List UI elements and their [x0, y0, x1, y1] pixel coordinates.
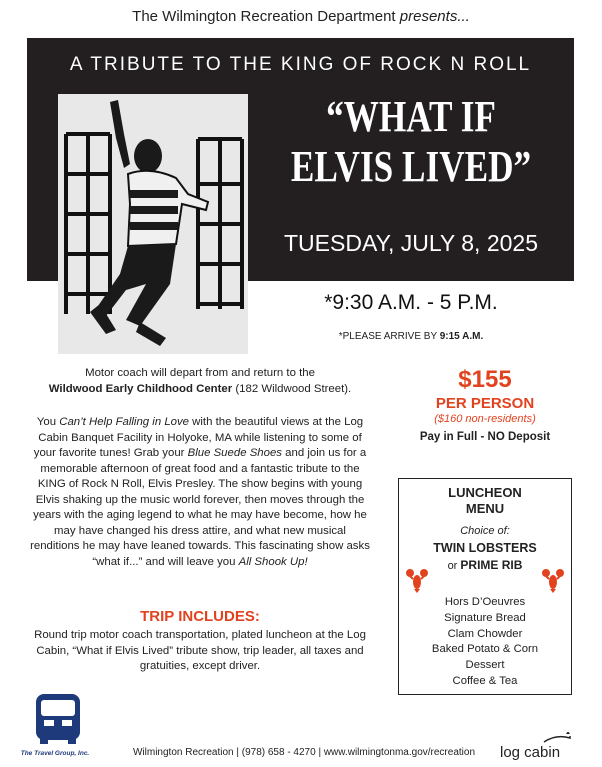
trip-includes-heading: TRIP INCLUDES:: [140, 608, 260, 625]
departure-venue: Wildwood Early Childhood Center: [48, 382, 233, 395]
log-cabin-logo-text: log cabin: [500, 744, 561, 761]
menu-option-lobster: TWIN LOBSTERS: [433, 541, 537, 555]
menu-item: Coffee & Tea: [452, 674, 518, 687]
event-time: *9:30 A.M. - 5 P.M.: [324, 291, 498, 314]
menu-title-line-1: LUNCHEON: [448, 485, 522, 500]
desc-part-3: and join us for a memorable afternoon of great food and a fantastic tribute to the KING of Rock N Roll, Elvis Presley. The show begins with young Elvis shaking up the music world forever, then moves through the years with the aging legend to what he may have become, how he may have changed his dress attire, and what new musical renditions he may have leaned towards. This fascinating show asks “what if...” and will leave you: [30, 447, 370, 568]
event-description: [30, 415, 370, 570]
payment-terms: Pay in Full - NO Deposit: [419, 431, 551, 443]
song-title-1: Can’t Help Falling in Love: [59, 416, 190, 428]
song-title-3: All Shook Up!: [238, 555, 308, 568]
tribute-heading: A TRIBUTE TO THE KING OF ROCK N ROLL: [69, 54, 532, 75]
log-cabin-logo: [500, 732, 580, 762]
price: $155: [458, 366, 512, 393]
event-title: [281, 92, 542, 192]
lobster-icon: [540, 567, 566, 593]
menu-items: [398, 595, 572, 690]
title-line-1: “WHAT IF: [326, 92, 496, 141]
arrival-time: 9:15 A.M.: [439, 331, 484, 342]
menu-item: Hors D’Oeuvres: [444, 596, 526, 608]
trip-includes-text: Round trip motor coach transportation, plated luncheon at the Log Cabin, “What if Elvis Lived” tribute show, trip leader, all taxes and gratuities, except driver.: [34, 629, 366, 672]
event-date: TUESDAY, JULY 8, 2025: [284, 230, 538, 256]
menu-option-prime-rib: PRIME RIB: [460, 558, 523, 572]
song-title-2: Blue Suede Shoes: [187, 447, 282, 459]
menu-or: or: [447, 560, 461, 572]
departure-address: (182 Wildwood Street).: [232, 382, 352, 395]
presenter-line: [0, 8, 602, 25]
travel-group-name: The Travel Group, Inc.: [20, 750, 90, 757]
presenter-name: The Wilmington Recreation Department: [132, 8, 396, 25]
footer-contact: Wilmington Recreation | (978) 658 - 4270 | www.wilmingtonma.gov/recreation: [132, 747, 476, 758]
arrival-prefix: *PLEASE ARRIVE BY: [338, 331, 440, 342]
travel-group-bus-logo: [18, 690, 98, 748]
menu-item: Baked Potato & Corn: [431, 643, 539, 656]
elvis-photo: [58, 94, 248, 354]
menu-item: Dessert: [465, 659, 505, 672]
desc-part-1: You: [36, 416, 60, 428]
presents-word: presents...: [399, 8, 470, 25]
menu-choice-label: Choice of:: [460, 525, 510, 537]
menu-title-line-2: MENU: [465, 501, 505, 516]
menu-item: Clam Chowder: [447, 627, 523, 640]
price-per-person: PER PERSON: [435, 395, 535, 412]
menu-item: Signature Bread: [444, 611, 526, 624]
non-resident-price: ($160 non-residents): [434, 413, 536, 425]
arrival-note: [248, 331, 574, 342]
lobster-icon: [404, 567, 430, 593]
desc-part-2: with the beautiful views at the Log Cabin Banquet Facility in Holyoke, MA while listening to some of your favorite tunes! Grab your: [33, 416, 364, 459]
departure-info: [30, 366, 370, 397]
menu-title: [398, 485, 572, 517]
title-line-2: ELVIS LIVED”: [290, 142, 532, 191]
departure-line: Motor coach will depart from and return to the: [85, 367, 315, 379]
